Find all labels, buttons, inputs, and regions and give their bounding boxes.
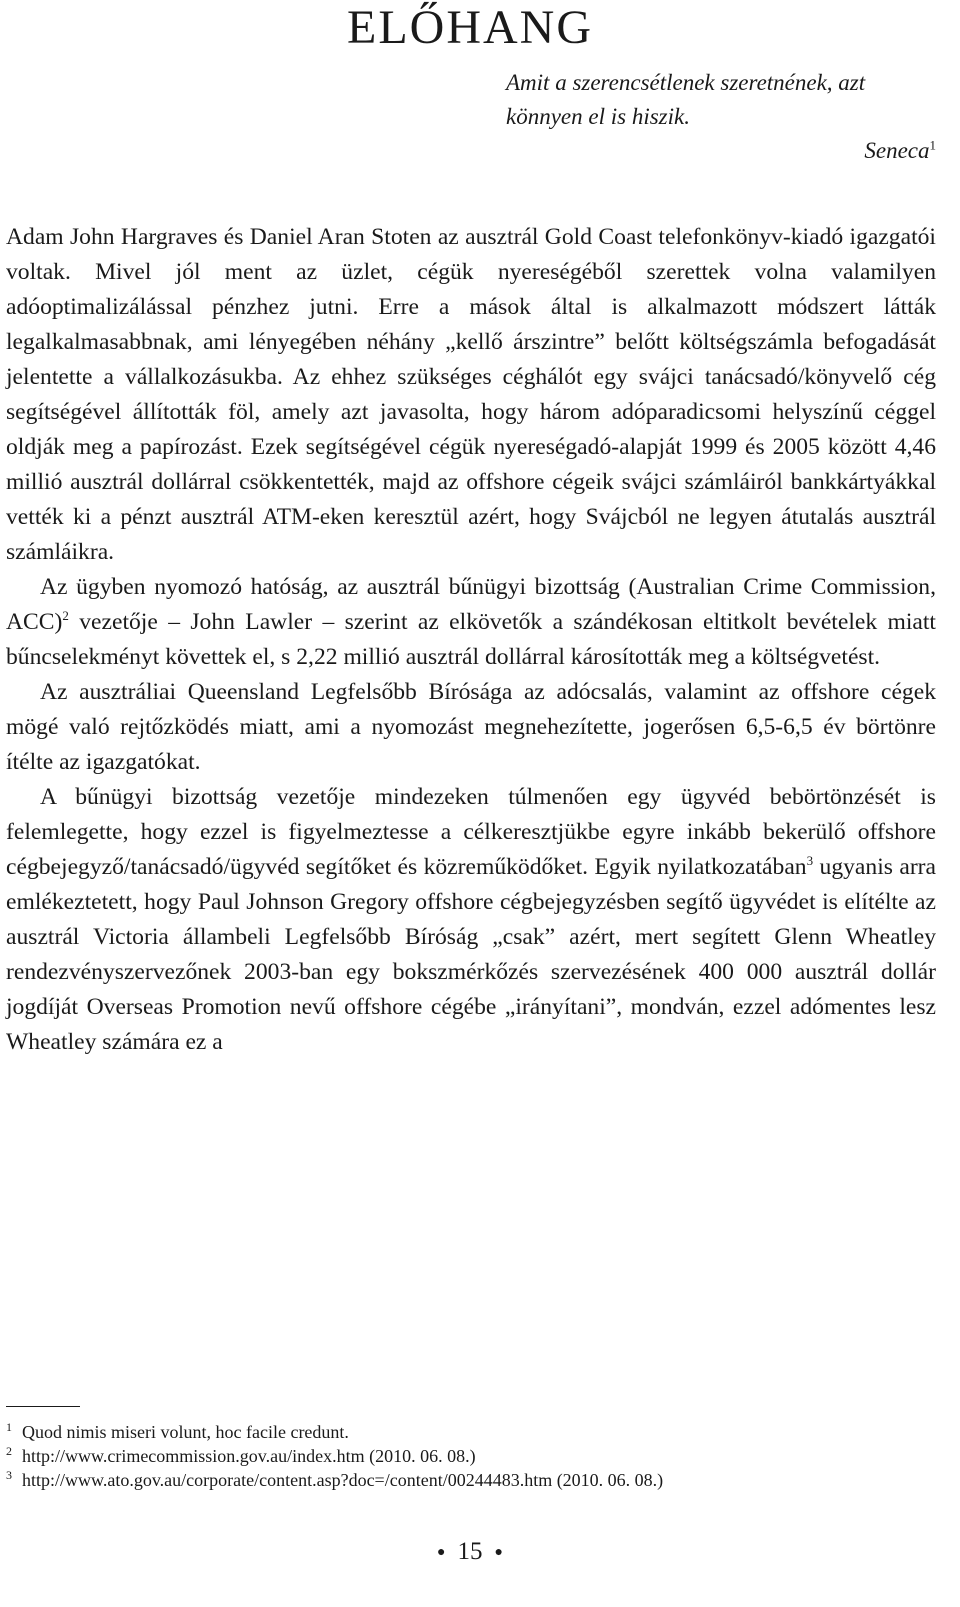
epigraph-quote-line1: Amit a szerencsétlenek szeretnének, azt — [506, 70, 866, 95]
epigraph-author-name: Seneca — [864, 138, 930, 163]
epigraph — [506, 66, 936, 168]
footnote-1: 1 Quod nimis miseri volunt, hoc facile credunt. — [6, 1420, 349, 1442]
bullet-icon: ● — [437, 1545, 446, 1561]
chapter-title: ELŐHANG — [347, 1, 593, 54]
page-number-value: 15 — [457, 1538, 483, 1565]
paragraph-4-text-b: ugyanis arra emlékeztetett, hogy Paul Johnson Gregory offshore cégbejegyzésben segítő ügyvédet is elítélte az ausztrál Victoria állambeli Legfelsőbb Bíróság „csak” azért, mert segített Glenn Wheatley rendezvényszervezőnek 2003-ban egy bokszmérkőzés szervezésének 400 000 ausztrál dollár jogdíját Overseas Promotion nevű offshore cégébe „irányítani”, mondván, ezzel adómentes lesz Wheatley számára ez a — [6, 854, 937, 1055]
footnote-text: Quod nimis miseri volunt, hoc facile credunt. — [22, 1422, 349, 1442]
footnote-divider — [6, 1406, 80, 1407]
paragraph-2-text-b: vezetője – John Lawler – szerint az elkövetők a szándékosan eltitkolt bevételek miatt bűncselekményt követtek el, s 2,22 millió ausztrál dollárral károsították meg a költségvetést. — [6, 609, 936, 670]
paragraph-1-text: Adam John Hargraves és Daniel Aran Stoten az ausztrál Gold Coast telefonkönyv-kiadó igazgatói voltak. Mivel jól ment az üzlet, cégük nyereségéből szerettek volna valamilyen adóoptimalizálással pénzhez jutni. Erre a mások által is alkalmazott módszert látták legalkalmasabbnak, ami lényegében néhány „kellő árszintre” belőtt költségszámla befogadását jelentette a vállalkozásukba. Az ehhez szükséges céghálót egy svájci tanácsadó/könyvelő cég segítségével állították föl, amely azt javasolta, hogy három adóparadicsomi helyszínű céggel oldják meg a papírozást. Ezek segítségével cégük nyereségadó-alapját 1999 és 2005 között 4,46 millió ausztrál dollárral csökkentették, majd az offshore cégeik svájci számláiról bankkártyákkal vették ki a pénzt ausztrál ATM-eken keresztül azért, hogy Svájcból ne legyen átutalás ausztrál számláikra. — [6, 224, 936, 565]
paragraph-4 — [6, 780, 936, 1060]
epigraph-quote — [506, 66, 936, 134]
footnote-ref-2[interactable]: 2 — [62, 608, 69, 624]
footnote-ref-1[interactable]: 1 — [929, 137, 936, 153]
page-number — [0, 1537, 940, 1568]
bullet-icon: ● — [494, 1545, 503, 1561]
paragraph-4-text-a: A bűnügyi bizottság vezetője mindezeken túlmenően egy ügyvéd bebörtönzését is felemlegette, hogy ezzel is figyelmeztesse a célkeresztjükbe egyre inkább bekerülő offshore cégbejegyző/tanácsadó/ügyvéd segítőket és közreműködőket. Egyik nyilatkozatában — [6, 784, 936, 880]
footnote-link[interactable]: http://www.ato.gov.au/corporate/content.asp?doc=/content/00244483.htm (2010. 06. 08.) — [22, 1470, 664, 1490]
paragraph-2-text-a: Az ügyben nyomozó hatóság, az ausztrál bűnügyi bizottság (Australian Crime Commission, ACC) — [6, 574, 936, 635]
footnote-3: 3 http://www.ato.gov.au/corporate/content.asp?doc=/content/00244483.htm (2010. 06. 08.) — [6, 1468, 664, 1490]
footnote-2: 2 http://www.crimecommission.gov.au/index.htm (2010. 06. 08.) — [6, 1444, 476, 1466]
paragraph-1 — [6, 220, 936, 570]
footnotes — [6, 1420, 936, 1492]
paragraph-3-text: Az ausztráliai Queensland Legfelsőbb Bírósága az adócsalás, valamint az offshore cégek mögé való rejtőzködés miatt, ami a nyomozást megnehezítette, jogerősen 6,5-6,5 év börtönre ítélte az igazgatókat. — [6, 679, 936, 775]
epigraph-quote-line2: könnyen el is hiszik. — [506, 104, 690, 129]
epigraph-author — [506, 134, 936, 168]
body-text — [6, 220, 936, 1060]
paragraph-3 — [6, 675, 936, 780]
paragraph-2 — [6, 570, 936, 675]
footnote-link[interactable]: http://www.crimecommission.gov.au/index.htm (2010. 06. 08.) — [22, 1446, 476, 1466]
footnote-ref-3[interactable]: 3 — [806, 853, 814, 869]
